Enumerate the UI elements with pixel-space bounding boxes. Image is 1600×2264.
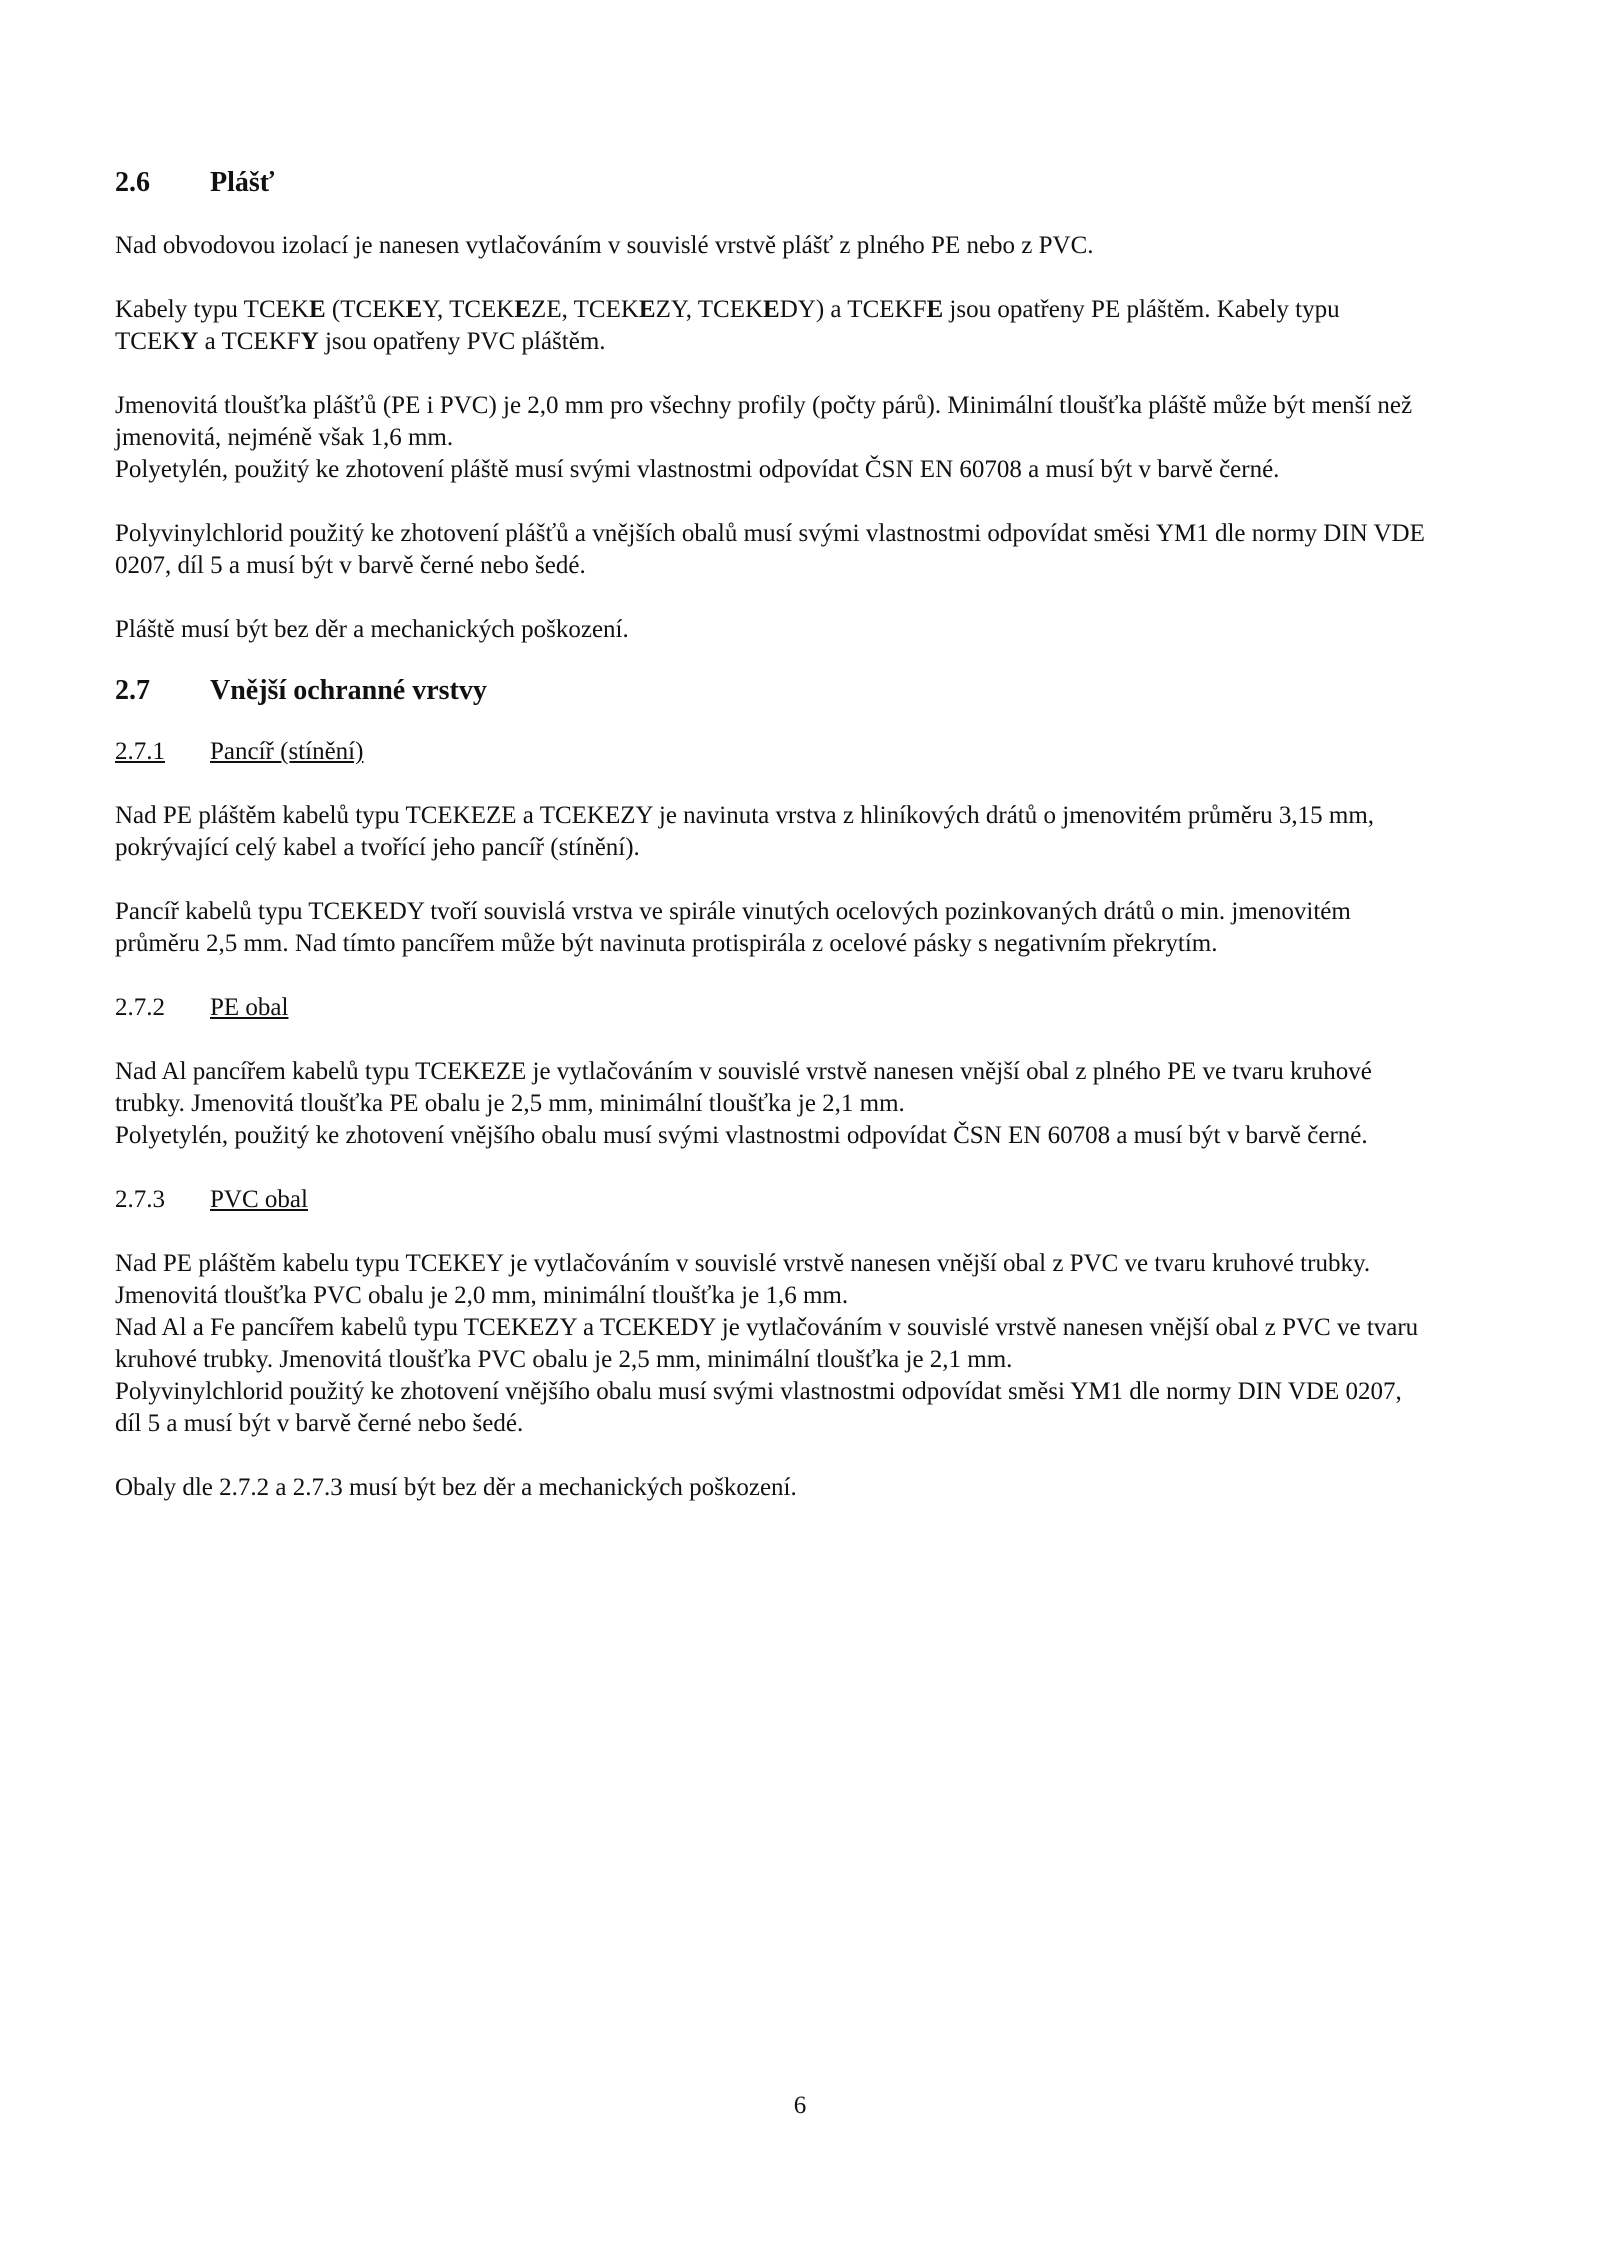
subsection-heading-2-7-3 [115, 1184, 1425, 1216]
subsection-title: Pancíř (stínění) [210, 738, 364, 765]
paragraph: Jmenovitá tloušťka plášťů (PE i PVC) je 2,0 mm pro všechny profily (počty párů). Minimální tloušťka pláště může být menší než jmenovitá, nejméně však 1,6 mm. [115, 392, 1413, 451]
subsection-heading-2-7-1 [115, 736, 1425, 768]
paragraph: Polyetylén, použitý ke zhotovení pláště musí svými vlastnostmi odpovídat ČSN EN 60708 a musí být v barvě černé. [115, 456, 1280, 483]
paragraph: Pancíř kabelů typu TCEKEDY tvoří souvislá vrstva ve spirále vinutých ocelových pozinkovaných drátů o min. jmenovitém průměru 2,5 mm. Nad tímto pancířem může být navinuta protispirála z ocelové pásky s negativním překrytím. [115, 898, 1351, 957]
subsection-heading-2-7-2 [115, 992, 1425, 1024]
subsection-number: 2.7.2 [115, 994, 165, 1021]
paragraph: Nad PE pláštěm kabelu typu TCEKEY je vytlačováním v souvislé vrstvě nanesen vnější obal z PVC ve tvaru kruhové trubky. Jmenovitá tloušťka PVC obalu je 2,0 mm, minimální tloušťka je 1,6 mm. [115, 1250, 1371, 1309]
paragraph: Polyvinylchlorid použitý ke zhotovení vnějšího obalu musí svými vlastnostmi odpovídat směsi YM1 dle normy DIN VDE 0207, díl 5 a musí být v barvě černé nebo šedé. [115, 1378, 1402, 1437]
section-number: 2.7 [115, 675, 150, 706]
subsection-number: 2.7.1 [115, 738, 165, 765]
section-title: Plášť [210, 167, 275, 198]
section-number: 2.6 [115, 167, 150, 198]
paragraph: Polyetylén, použitý ke zhotovení vnějšího obalu musí svými vlastnostmi odpovídat ČSN EN 60708 a musí být v barvě černé. [115, 1122, 1368, 1149]
subsection-title: PVC obal [210, 1186, 308, 1213]
section-title: Vnější ochranné vrstvy [210, 675, 487, 706]
section-heading-2-7 [115, 674, 1425, 708]
section-heading-2-6 [115, 166, 1425, 200]
paragraph-closing: Obaly dle 2.7.2 a 2.7.3 musí být bez děr a mechanických poškození. [115, 1474, 797, 1501]
paragraph: Nad obvodovou izolací je nanesen vytlačováním v souvislé vrstvě plášť z plného PE nebo z PVC. [115, 232, 1094, 259]
page-number: 6 [793, 2092, 807, 2119]
paragraph: Nad Al a Fe pancířem kabelů typu TCEKEZY a TCEKEDY je vytlačováním v souvislé vrstvě nanesen vnější obal z PVC ve tvaru kruhové trubky. Jmenovitá tloušťka PVC obalu je 2,5 mm, minimální tloušťka je 2,1 mm. [115, 1314, 1419, 1373]
page-content [115, 166, 1425, 1504]
paragraph-cable-types: Kabely typu TCEKE (TCEKEY, TCEKEZE, TCEKEZY, TCEKEDY) a TCEKFE jsou opatřeny PE pláštěm. Kabely typu TCEKY a TCEKFY jsou opatřeny PVC pláštěm. [115, 296, 1340, 355]
subsection-title: PE obal [210, 994, 289, 1021]
paragraph: Polyvinylchlorid použitý ke zhotovení plášťů a vnějších obalů musí svými vlastnostmi odpovídat směsi YM1 dle normy DIN VDE 0207, díl 5 a musí být v barvě černé nebo šedé. [115, 520, 1425, 579]
paragraph: Nad PE pláštěm kabelů typu TCEKEZE a TCEKEZY je navinuta vrstva z hliníkových drátů o jmenovitém průměru 3,15 mm, pokrývající celý kabel a tvořící jeho pancíř (stínění). [115, 802, 1375, 861]
paragraph: Pláště musí být bez děr a mechanických poškození. [115, 616, 629, 643]
subsection-number: 2.7.3 [115, 1186, 165, 1213]
paragraph: Nad Al pancířem kabelů typu TCEKEZE je vytlačováním v souvislé vrstvě nanesen vnější obal z plného PE ve tvaru kruhové trubky. Jmenovitá tloušťka PE obalu je 2,5 mm, minimální tloušťka je 2,1 mm. [115, 1058, 1372, 1117]
